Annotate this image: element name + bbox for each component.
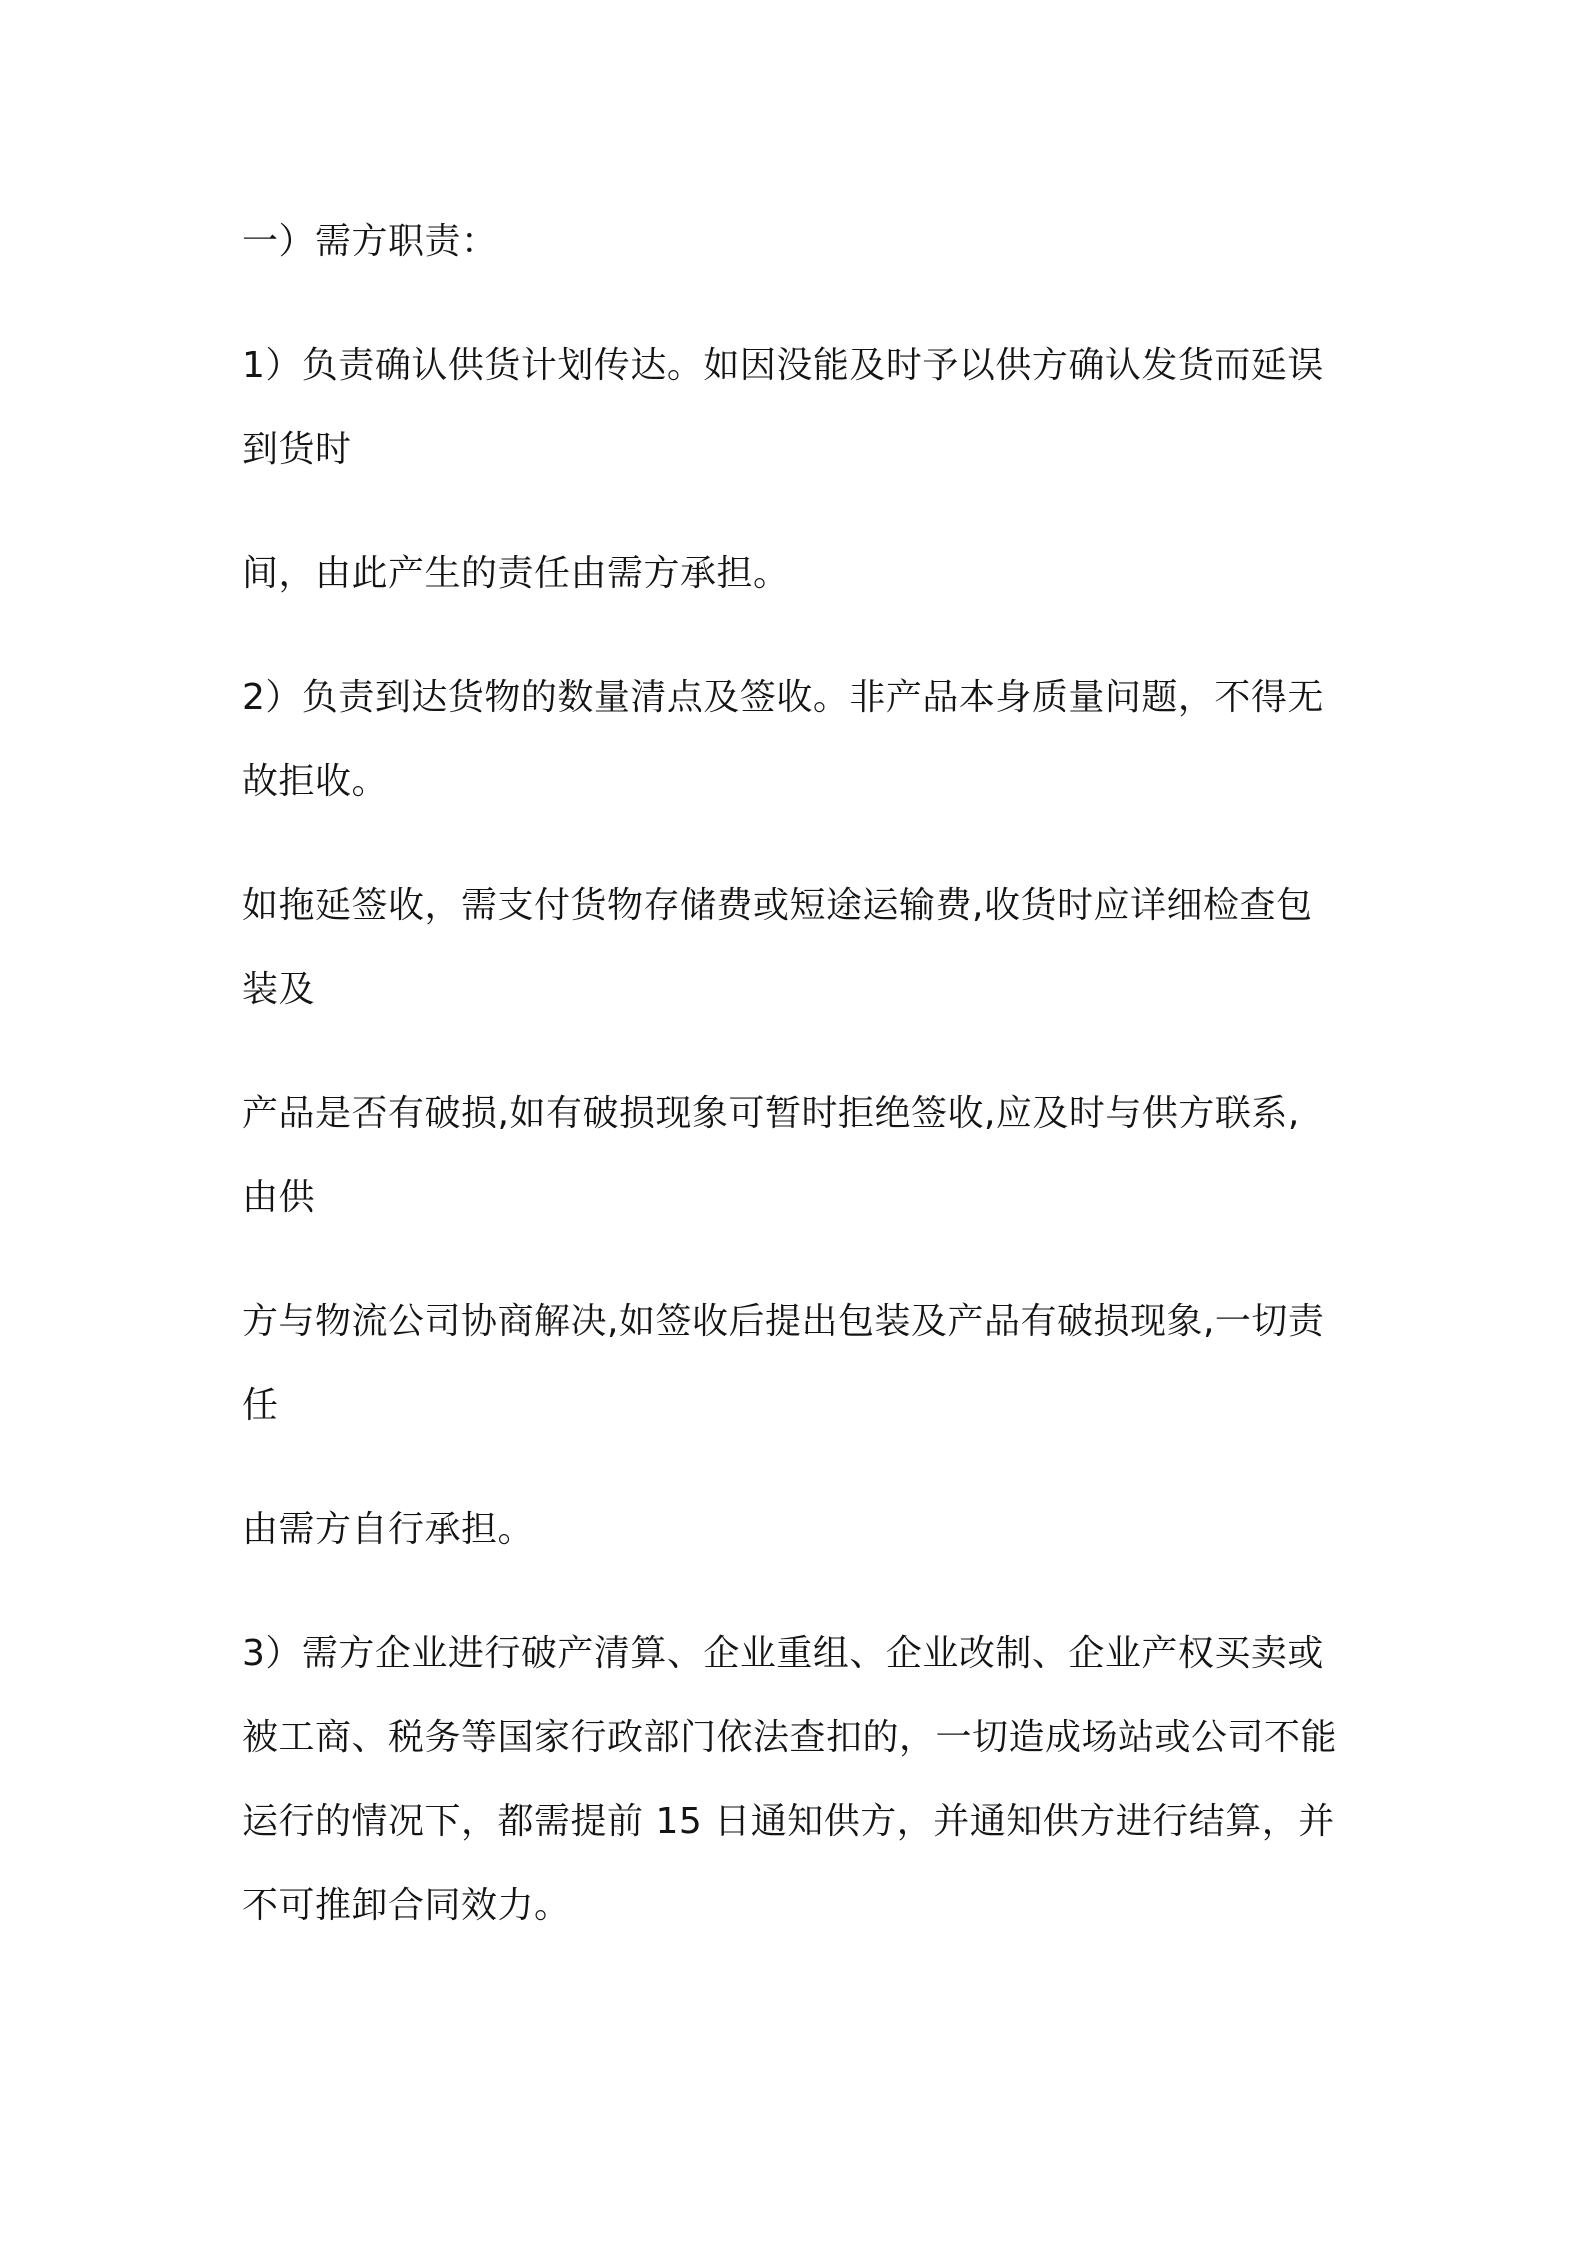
paragraph-line: 方与物流公司协商解决,如签收后提出包装及产品有破损现象,一切责 xyxy=(242,1301,1325,1342)
paragraph-2 xyxy=(242,532,1362,616)
paragraph-1 xyxy=(242,324,1362,492)
paragraph-line: 由需方自行承担。 xyxy=(242,1509,535,1550)
paragraph-line: 间，由此产生的责任由需方承担。 xyxy=(242,553,790,594)
paragraph-line: 不可推卸合同效力。 xyxy=(242,1885,571,1926)
paragraph-line: 由供 xyxy=(242,1177,316,1218)
paragraph-line: 如拖延签收，需支付货物存储费或短途运输费,收货时应详细检查包 xyxy=(242,885,1313,926)
paragraph-line: 装及 xyxy=(242,969,316,1010)
paragraph-line: 2）负责到达货物的数量清点及签收。非产品本身质量问题，不得无 xyxy=(242,677,1324,718)
paragraph-line: 3）需方企业进行破产清算、企业重组、企业改制、企业产权买卖或 xyxy=(242,1633,1324,1674)
paragraph-7 xyxy=(242,1488,1362,1572)
paragraph-line: 被工商、税务等国家行政部门依法查扣的，一切造成场站或公司不能 xyxy=(242,1717,1338,1758)
paragraph-6 xyxy=(242,1280,1362,1448)
paragraph-line: 1）负责确认供货计划传达。如因没能及时予以供方确认发货而延误 xyxy=(242,345,1324,386)
section-heading xyxy=(242,200,1362,284)
document-body xyxy=(242,200,1362,1988)
heading-text: 一）需方职责： xyxy=(242,221,498,262)
paragraph-8 xyxy=(242,1612,1362,1948)
paragraph-line: 故拒收。 xyxy=(242,761,389,802)
paragraph-line: 任 xyxy=(242,1385,279,1426)
paragraph-line: 产品是否有破损,如有破损现象可暂时拒绝签收,应及时与供方联系, xyxy=(242,1093,1300,1134)
paragraph-4 xyxy=(242,864,1362,1032)
paragraph-3 xyxy=(242,656,1362,824)
paragraph-5 xyxy=(242,1072,1362,1240)
paragraph-line: 到货时 xyxy=(242,429,352,470)
paragraph-line: 运行的情况下，都需提前 15 日通知供方，并通知供方进行结算，并 xyxy=(242,1801,1335,1842)
